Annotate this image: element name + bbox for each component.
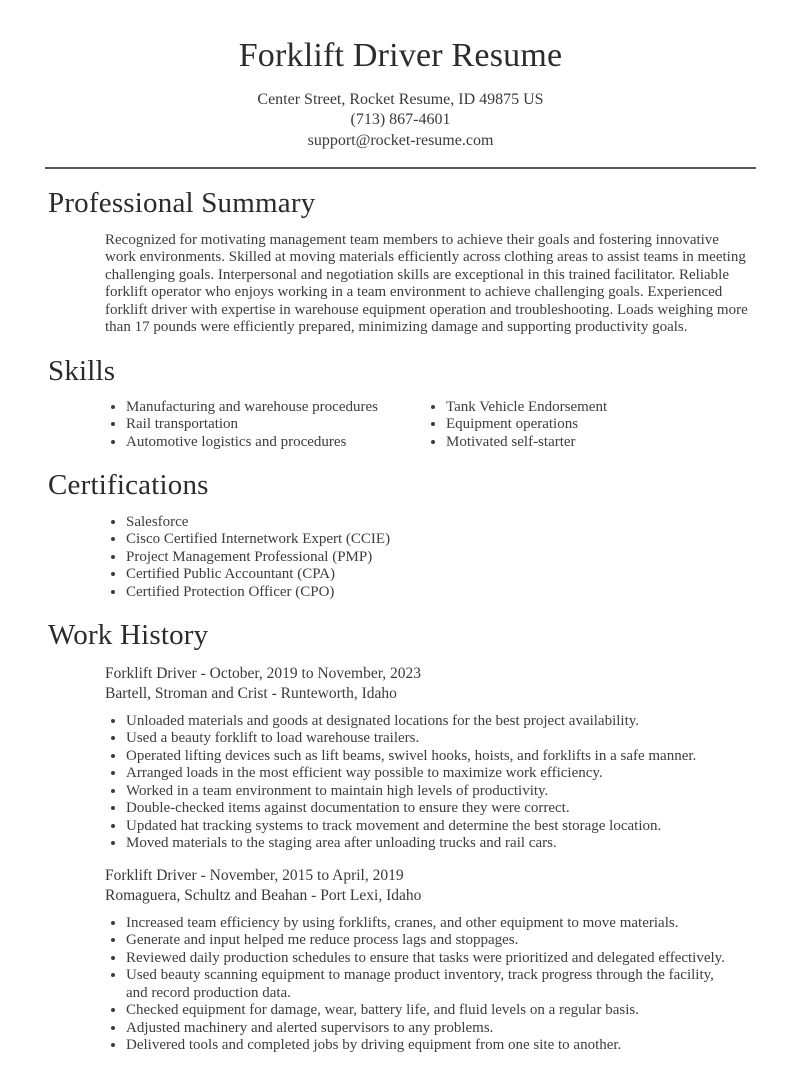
skill-item: • Rail transportation bbox=[126, 416, 425, 434]
skill-item: • Tank Vehicle Endorsement bbox=[446, 399, 745, 417]
job-duty-item: • Double-checked items against documentation to ensure they were correct. bbox=[126, 800, 735, 818]
job-entry bbox=[48, 866, 753, 1055]
job-duty-item: • Delivered tools and completed jobs by driving equipment from one site to another. bbox=[126, 1037, 735, 1055]
skill-item: • Manufacturing and warehouse procedures bbox=[126, 399, 425, 417]
job-title: Forklift Driver bbox=[105, 664, 197, 682]
job-title-line bbox=[105, 866, 753, 886]
certification-item: • Project Management Professional (PMP) bbox=[126, 549, 735, 567]
certification-item: • Salesforce bbox=[126, 514, 735, 532]
job-duty-item: • Arranged loads in the most efficient way possible to maximize work efficiency. bbox=[126, 765, 735, 783]
certification-item: • Certified Public Accountant (CPA) bbox=[126, 566, 735, 584]
job-company-line bbox=[105, 886, 753, 906]
job-company-line bbox=[105, 684, 753, 704]
job-duty-item: • Updated hat tracking systems to track movement and determine the best storage location. bbox=[126, 818, 735, 836]
job-entry bbox=[48, 664, 753, 853]
separator: - bbox=[196, 866, 210, 884]
certification-item: • Cisco Certified Internetwork Expert (CCIE) bbox=[126, 531, 735, 549]
job-duty-item: • Reviewed daily production schedules to ensure that tasks were prioritized and delegated effectively. bbox=[126, 950, 735, 968]
job-company: Bartell, Stroman and Crist bbox=[105, 684, 268, 702]
job-duty-item: • Used beauty scanning equipment to manage product inventory, track progress through the facility, and record production data. bbox=[126, 967, 735, 1002]
contact-email: support@rocket-resume.com bbox=[307, 131, 494, 149]
skills-columns bbox=[105, 399, 753, 452]
job-duty-item: • Adjusted machinery and alerted supervisors to any problems. bbox=[126, 1020, 735, 1038]
job-location: Port Lexi, Idaho bbox=[320, 886, 422, 904]
job-duties-list bbox=[105, 915, 735, 1055]
section-heading-summary: Professional Summary bbox=[48, 187, 316, 220]
separator: - bbox=[267, 684, 281, 702]
job-dates: November, 2015 to April, 2019 bbox=[209, 866, 404, 884]
job-dates: October, 2019 to November, 2023 bbox=[209, 664, 422, 682]
job-duty-item: • Worked in a team environment to maintain high levels of productivity. bbox=[126, 783, 735, 801]
section-heading-certifications: Certifications bbox=[48, 469, 209, 502]
skill-item: • Equipment operations bbox=[446, 416, 745, 434]
job-duty-item: • Moved materials to the staging area after unloading trucks and rail cars. bbox=[126, 835, 735, 853]
job-duties-list bbox=[105, 713, 735, 853]
skill-item: • Motivated self-starter bbox=[446, 434, 745, 452]
contact-address: Center Street, Rocket Resume, ID 49875 US bbox=[257, 90, 544, 108]
certifications-list bbox=[105, 514, 735, 602]
contact-phone: (713) 867-4601 bbox=[350, 111, 451, 129]
contact-block bbox=[48, 90, 753, 152]
skill-item: • Automotive logistics and procedures bbox=[126, 434, 425, 452]
job-header bbox=[105, 664, 753, 704]
section-heading-work-history: Work History bbox=[48, 619, 209, 652]
job-duty-item: • Generate and input helped me reduce process lags and stoppages. bbox=[126, 932, 735, 950]
resume-page bbox=[0, 36, 800, 1071]
job-title-line bbox=[105, 664, 753, 684]
job-title: Forklift Driver bbox=[105, 866, 197, 884]
header-divider bbox=[45, 167, 756, 169]
resume-title: Forklift Driver Resume bbox=[238, 37, 563, 74]
job-header bbox=[105, 866, 753, 906]
job-location: Runteworth, Idaho bbox=[280, 684, 397, 702]
separator: - bbox=[307, 886, 321, 904]
skills-list-column-1 bbox=[105, 399, 425, 452]
job-company: Romaguera, Schultz and Beahan bbox=[105, 886, 308, 904]
certification-item: • Certified Protection Officer (CPO) bbox=[126, 584, 735, 602]
skills-list-column-2 bbox=[425, 399, 745, 452]
job-duty-item: • Unloaded materials and goods at designated locations for the best project availability. bbox=[126, 713, 735, 731]
separator: - bbox=[196, 664, 210, 682]
section-heading-skills: Skills bbox=[48, 354, 116, 387]
job-duty-item: • Used a beauty forklift to load warehouse trailers. bbox=[126, 730, 735, 748]
summary-paragraph: Recognized for motivating management team members to achieve their goals and fostering innovative work environments. Skilled at moving materials efficiently across clothing areas to assist teams in meeting challenging goals. Interpersonal and negotiation skills are exceptional in this trained facilitator. Reliable forklift operator who enjoys working in a team environment to achieve challenging goals. Experienced forklift driver with expertise in warehouse equipment operation and troubleshooting. Loads weighing more than 17 pounds were efficiently prepared, minimizing damage and supporting productivity goals. bbox=[105, 231, 748, 336]
job-duty-item: • Checked equipment for damage, wear, battery life, and fluid levels on a regular basis. bbox=[126, 1002, 735, 1020]
job-duty-item: • Increased team efficiency by using forklifts, cranes, and other equipment to move materials. bbox=[126, 915, 735, 933]
job-duty-item: • Operated lifting devices such as lift beams, swivel hooks, hoists, and forklifts in a safe manner. bbox=[126, 748, 735, 766]
